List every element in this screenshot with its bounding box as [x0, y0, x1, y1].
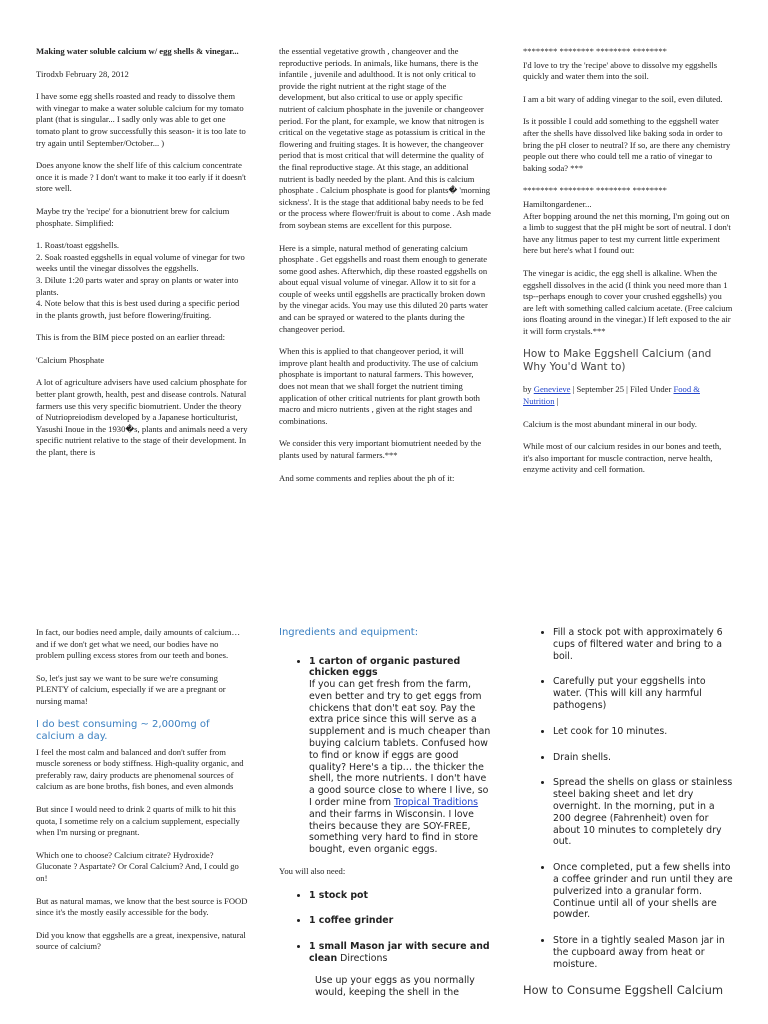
- paragraph: And some comments and replies about the ph of it:: [279, 472, 455, 483]
- ingredients-list: [279, 656, 491, 857]
- paragraph: But as natural mamas, we know that the best source is FOOD since it's the mostly easily accessible for the body.: [36, 895, 248, 918]
- byline: Tirodxb February 28, 2012: [36, 68, 129, 79]
- directions-list: [523, 627, 735, 971]
- paragraph: the essential vegetative growth , changeover and the reproductive periods. In animals, like humans, there is the infantile , juvenile and adulthood. It is not only critical to provide the right nutrient at the right stage of the development, but also critical to use or apply specific nutrient of calcium phosphate in the juvenile or changeover period. For the plant, for example, we know that nitrogen is critical on the vegetative stage as potassium is critical in the flowering and fruiting stages. It is however, the changeover period that is most critical that will determine the quality of the final reproductive stage. At this stage, an additional nutrient is badly needed by the plant. And this is calcium phosphate . Calcium phosphate is good for plants� 'morning sickness'. It is the stage that additional baby needs to be fed or the process where flower/fruit is about to come . Ash made from soybean stems are excellent for this purpose.: [279, 46, 491, 230]
- list-item: • Store in a tightly sealed Mason jar in the cupboard away from heat or moisture.: [553, 935, 735, 970]
- list-item: • Spread the shells on glass or stainless steel baking sheet and let dry overnight. In the morning, put in a 200 degree (Fahrenheit) oven for about 10 minutes to completely dry out.: [553, 777, 735, 848]
- page2-column-3: [523, 627, 735, 997]
- page1-column-3: [523, 46, 733, 487]
- list-item: • Let cook for 10 minutes.: [553, 726, 735, 738]
- paragraph: A lot of agriculture advisers have used calcium phosphate for better plant growth, health, pest and disease controls. Natural farmers use this very specific biomutrient. Under the theory of Nutriopreiodism developed by a Japanese horticulturist, Yasushi Inoue in the 1930�s, plants and animals need a very specific nutrient relative to the stage of their development. In the plant, there is: [36, 377, 248, 458]
- paragraph: Use up your eggs as you normally would, keeping the shell in the: [315, 974, 475, 998]
- list-item: • Carefully put your eggshells into water. (This will kill any harmful pathogens): [553, 676, 735, 711]
- meta-suffix: |: [554, 396, 559, 407]
- list-item: 4. Note below that this is best used during a specific period in the plants growth, just before flowering/fruiting.: [36, 298, 240, 320]
- paragraph: I have some egg shells roasted and ready to dissolve them with vinegar to make a water soluble calcium for my tomato plant (that is singular... I sadly only was able to get one tomato plant to grow successfully this season- it is too late to try again until September/October... ): [36, 91, 246, 148]
- list-item: [309, 656, 491, 857]
- by-prefix: by: [523, 384, 534, 395]
- paragraph: Is it possible I could add something to the eggshell water after the shells have dissolved like baking soda in order to bring the pH closer to neutral? If so, are there any chemistry people out there who could tell me a ratio of vinegar to baking soda? ***: [523, 116, 731, 173]
- author-link[interactable]: Genevieve: [533, 384, 571, 395]
- list-item: [309, 915, 491, 927]
- list-item: • Fill a stock pot with approximately 6 cups of filtered water and bring to a boil.: [553, 627, 735, 662]
- paragraph: This is from the BIM piece posted on an earlier thread:: [36, 332, 226, 343]
- article-title: Making water soluble calcium w/ egg shells & vinegar...: [36, 46, 239, 56]
- page1-column-2: [279, 46, 491, 495]
- paragraph: When this is applied to that changeover period, it will improve plant health and productivity. The use of calcium phosphate is important to natural farmers. This however, does not mean that we shall forget the nutrient timing application of other critical nutrients for plant growth both macro and micro nutrients , given at the right stages and combinations.: [279, 346, 480, 426]
- item-body: and their farms in Wisconsin. I love theirs because they are SOY-FREE, something very hard to find in store bought, even organic eggs.: [309, 808, 479, 856]
- list-item: [309, 941, 491, 965]
- paragraph: [523, 199, 733, 257]
- list-item: • Once completed, put a few shells into a coffee grinder and run until they are pulverized into a granular form. Continue until all of your shells are powder.: [553, 862, 735, 921]
- paragraph: Maybe try the 'recipe' for a bionutrient brew for calcium phosphate. Simplified:: [36, 205, 230, 228]
- commenter-name: Hamiltongardener...: [523, 198, 592, 209]
- list-item: [309, 890, 491, 902]
- item-title: 1 carton of organic pastured chicken eggs: [309, 655, 461, 679]
- category-link[interactable]: Food & Nutrition: [523, 384, 700, 407]
- article-meta: [523, 384, 733, 407]
- paragraph: 'Calcium Phosphate: [36, 354, 105, 365]
- paragraph: In fact, our bodies need ample, daily amounts of calcium… and if we don't get what we need, our bodies have no problem pulling excess stores from our teeth and bones.: [36, 627, 241, 661]
- paragraph: We consider this very important biomutrient needed by the plants used by natural farmers.***: [279, 438, 482, 460]
- page2-column-1: [36, 627, 248, 964]
- steps-list: [36, 240, 248, 321]
- ingredients-heading: Ingredients and equipment:: [279, 627, 419, 638]
- item-title: 1 stock pot: [309, 889, 368, 901]
- comment-text: After bopping around the net this morning, I'm going out on a limb to suggest that the pH might be sort of neutral. I don't have any litmus paper to test my current little experiment here but here's what I found out:: [523, 210, 731, 256]
- page1-column-1: [36, 46, 248, 470]
- paragraph: Does anyone know the shelf life of this calcium concentrate once it is made ? I don't want to make it too early if it doesn't store well.: [36, 160, 247, 194]
- list-item: 2. Soak roasted eggshells in equal volume of vinegar for two weeks until the vinegar dissolves the eggshells.: [36, 251, 245, 274]
- paragraph: Calcium is the most abundant mineral in our body.: [523, 418, 697, 429]
- item-body: If you can get fresh from the farm, even better and try to get eggs from chickens that don't eat soy. Pay the extra price since this will serve as a supplement and is much cheaper than buying calcium tablets. Confused how to find or know if eggs are good quality? Here's a tip… the thicker the shell, the more nutrients. I don't have a good source close to where I live, so I order mine from: [309, 679, 491, 809]
- meta-text: | September 25 | Filed Under: [570, 384, 674, 395]
- paragraph: I'd love to try the 'recipe' above to dissolve my eggshells quickly and water them into the soil.: [523, 59, 718, 82]
- paragraph: While most of our calcium resides in our bones and teeth, it's also important for muscle contraction, nerve health, enzyme activity and cell formation.: [523, 441, 722, 475]
- paragraph: So, let's just say we want to be sure we're consuming PLENTY of calcium, especially if we are a pregnant or nursing mama!: [36, 672, 226, 706]
- paragraph: The vinegar is acidic, the egg shell is alkaline. When the eggshell dissolves in the acid (I think you need more than 1 tsp--perhaps enough to cover your crushed eggshells) you are left with something called calcium acetate. (Free calcium ions floating around in the vinegar.) If left exposed to the air it will form crystals.***: [523, 267, 733, 336]
- separator: ******** ******** ******** ********: [523, 46, 667, 56]
- paragraph: But since I would need to drink 2 quarts of milk to hit this quota, I sometime rely on a calcium supplement, especially when I'm nursing or pregnant.: [36, 803, 240, 838]
- separator: ******** ******** ******** ********: [523, 185, 667, 196]
- article-heading: How to Make Eggshell Calcium (and Why You'd Want to): [523, 348, 712, 374]
- item-title: 1 small Mason jar with secure and clean: [309, 941, 490, 965]
- page2-column-2: [279, 627, 491, 1009]
- paragraph: I feel the most calm and balanced and don't suffer from muscle soreness or body stiffness. High-quality organic, and preferably raw, dairy products are phenomenal sources of calcium as are bone broths, fish bones, and even almonds: [36, 746, 244, 792]
- paragraph: Which one to choose? Calcium citrate? Hydroxide? Gluconate ? Aspartate? Or Coral Calcium? And, I could go on!: [36, 849, 239, 883]
- consume-heading: How to Consume Eggshell Calcium: [523, 982, 724, 997]
- paragraph: Did you know that eggshells are a great, inexpensive, natural source of calcium?: [36, 929, 246, 952]
- paragraph: I am a bit wary of adding vinegar to the soil, even diluted.: [523, 93, 723, 104]
- equipment-list: [279, 890, 491, 965]
- paragraph: You will also need:: [279, 866, 346, 877]
- list-item: 3. Dilute 1:20 parts water and spray on plants or water into plants.: [36, 274, 239, 297]
- item-suffix: Directions: [337, 953, 388, 965]
- paragraph: Here is a simple, natural method of generating calcium phosphate . Get eggshells and roast them enough to generate some good ashes. Afterwhich, dip these roasted eggshells on about equal visual volume of vinegar. Allow it to sit for a couple of weeks until eggshells are practically broken down by the vinegar acids. You may use this diluted 20 parts water and can be sprayed or watered to the plants during the changeover period.: [279, 242, 488, 334]
- list-item: 1. Roast/toast eggshells.: [36, 240, 120, 251]
- subheading: I do best consuming ~ 2,000mg of calcium a day.: [36, 718, 210, 743]
- item-title: 1 coffee grinder: [309, 915, 394, 927]
- tropical-traditions-link[interactable]: Tropical Traditions: [393, 797, 479, 809]
- list-item: • Drain shells.: [553, 752, 735, 764]
